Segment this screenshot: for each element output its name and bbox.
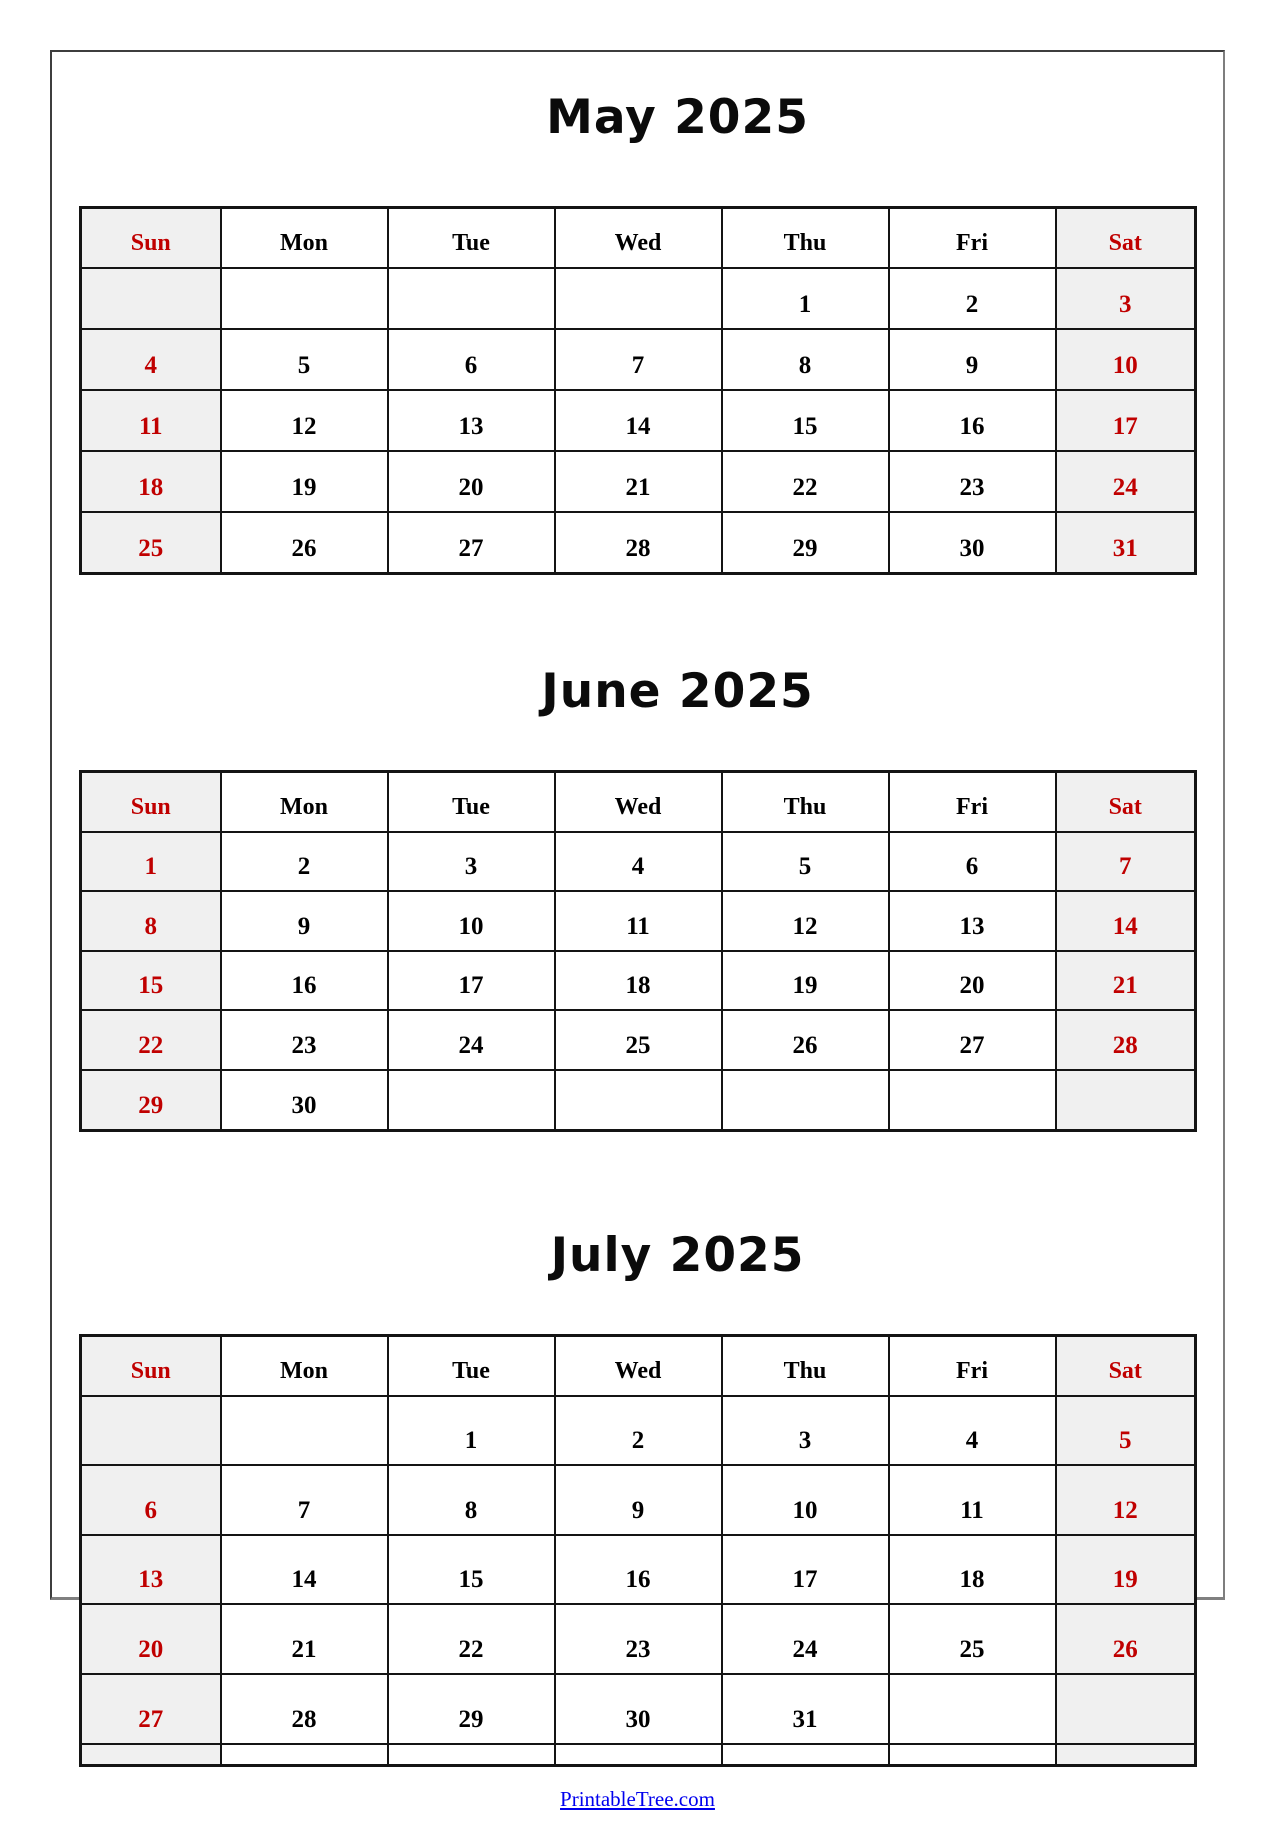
week-row [81,268,1196,329]
day-cell-9: 9 [889,329,1056,390]
day-cell-15: 15 [81,951,221,1011]
day-cell-18: 18 [81,451,221,512]
weekday-header-row [81,1336,1196,1396]
weekday-header-sun: Sun [81,772,221,832]
day-cell-6: 6 [388,329,555,390]
day-cell-17: 17 [722,1535,889,1605]
day-cell-3: 3 [722,1396,889,1466]
day-cell-14: 14 [221,1535,388,1605]
day-cell-26: 26 [1056,1604,1196,1674]
empty-day-cell [555,268,722,329]
day-cell-12: 12 [1056,1465,1196,1535]
day-cell-6: 6 [889,832,1056,892]
weekday-header-row [81,208,1196,268]
empty-day-cell [889,1674,1056,1744]
weekday-header-row [81,772,1196,832]
day-cell-30: 30 [555,1674,722,1744]
empty-day-cell [221,268,388,329]
week-row [81,451,1196,512]
day-cell-29: 29 [81,1070,221,1130]
day-cell-8: 8 [388,1465,555,1535]
week-row [81,1674,1196,1744]
empty-day-cell [555,1070,722,1130]
day-cell-30: 30 [221,1070,388,1130]
day-cell-17: 17 [388,951,555,1011]
week-row [81,1010,1196,1070]
day-cell-10: 10 [1056,329,1196,390]
weekday-header-sun: Sun [81,208,221,268]
month-section-july [52,1171,1223,1767]
calendar-table-may [79,206,1197,575]
weekday-header-mon: Mon [221,772,388,832]
day-cell-16: 16 [889,390,1056,451]
day-cell-25: 25 [81,512,221,574]
day-cell-29: 29 [722,512,889,574]
weekday-header-tue: Tue [388,772,555,832]
day-cell-26: 26 [722,1010,889,1070]
day-cell-28: 28 [221,1674,388,1744]
day-cell-19: 19 [722,951,889,1011]
week-row [81,891,1196,951]
day-cell-15: 15 [388,1535,555,1605]
weekday-header-wed: Wed [555,208,722,268]
day-cell-3: 3 [388,832,555,892]
week-row [81,951,1196,1011]
day-cell-4: 4 [555,832,722,892]
day-cell-23: 23 [555,1604,722,1674]
week-row [81,1465,1196,1535]
day-cell-10: 10 [388,891,555,951]
day-cell-19: 19 [221,451,388,512]
day-cell-23: 23 [889,451,1056,512]
day-cell-31: 31 [1056,512,1196,574]
day-cell-9: 9 [555,1465,722,1535]
empty-day-cell [1056,1070,1196,1130]
empty-day-cell [221,1396,388,1466]
day-cell-14: 14 [555,390,722,451]
empty-day-cell [722,1744,889,1766]
day-cell-10: 10 [722,1465,889,1535]
day-cell-7: 7 [1056,832,1196,892]
week-row [81,390,1196,451]
day-cell-8: 8 [81,891,221,951]
day-cell-12: 12 [221,390,388,451]
day-cell-29: 29 [388,1674,555,1744]
weekday-header-wed: Wed [555,772,722,832]
day-cell-27: 27 [889,1010,1056,1070]
day-cell-26: 26 [221,512,388,574]
day-cell-11: 11 [889,1465,1056,1535]
day-cell-1: 1 [722,268,889,329]
day-cell-2: 2 [221,832,388,892]
empty-day-cell [1056,1674,1196,1744]
calendar-table-july [79,1334,1197,1767]
month-section-june [52,614,1223,1132]
day-cell-5: 5 [1056,1396,1196,1466]
empty-day-cell [81,1396,221,1466]
empty-day-cell [81,268,221,329]
week-row [81,1396,1196,1466]
day-cell-20: 20 [81,1604,221,1674]
empty-day-cell [889,1070,1056,1130]
day-cell-16: 16 [221,951,388,1011]
week-row [81,1604,1196,1674]
day-cell-23: 23 [221,1010,388,1070]
day-cell-25: 25 [555,1010,722,1070]
weekday-header-sat: Sat [1056,208,1196,268]
empty-day-cell [388,1070,555,1130]
day-cell-13: 13 [81,1535,221,1605]
day-cell-20: 20 [388,451,555,512]
day-cell-17: 17 [1056,390,1196,451]
day-cell-24: 24 [388,1010,555,1070]
day-cell-28: 28 [555,512,722,574]
day-cell-5: 5 [221,329,388,390]
day-cell-30: 30 [889,512,1056,574]
day-cell-7: 7 [221,1465,388,1535]
day-cell-27: 27 [388,512,555,574]
day-cell-7: 7 [555,329,722,390]
weekday-header-fri: Fri [889,208,1056,268]
day-cell-13: 13 [889,891,1056,951]
day-cell-11: 11 [555,891,722,951]
empty-day-cell [81,1744,221,1766]
day-cell-15: 15 [722,390,889,451]
day-cell-3: 3 [1056,268,1196,329]
day-cell-8: 8 [722,329,889,390]
week-row [81,329,1196,390]
day-cell-1: 1 [388,1396,555,1466]
empty-day-cell [388,268,555,329]
day-cell-21: 21 [555,451,722,512]
day-cell-14: 14 [1056,891,1196,951]
weekday-header-sat: Sat [1056,772,1196,832]
day-cell-16: 16 [555,1535,722,1605]
day-cell-25: 25 [889,1604,1056,1674]
day-cell-22: 22 [81,1010,221,1070]
empty-day-cell [388,1744,555,1766]
week-row [81,512,1196,574]
footer-link[interactable]: PrintableTree.com [560,1787,715,1811]
weekday-header-fri: Fri [889,772,1056,832]
weekday-header-sun: Sun [81,1336,221,1396]
month-section-may [52,91,1223,575]
day-cell-2: 2 [889,268,1056,329]
day-cell-22: 22 [722,451,889,512]
empty-day-cell [1056,1744,1196,1766]
day-cell-18: 18 [889,1535,1056,1605]
day-cell-9: 9 [221,891,388,951]
day-cell-21: 21 [221,1604,388,1674]
day-cell-6: 6 [81,1465,221,1535]
weekday-header-thu: Thu [722,772,889,832]
weekday-header-tue: Tue [388,208,555,268]
day-cell-22: 22 [388,1604,555,1674]
day-cell-1: 1 [81,832,221,892]
day-cell-4: 4 [81,329,221,390]
month-title-june: June 2025 [541,664,814,719]
day-cell-18: 18 [555,951,722,1011]
empty-day-cell [889,1744,1056,1766]
weekday-header-mon: Mon [221,1336,388,1396]
month-title-july: July 2025 [550,1228,805,1283]
day-cell-2: 2 [555,1396,722,1466]
weekday-header-thu: Thu [722,208,889,268]
day-cell-4: 4 [889,1396,1056,1466]
day-cell-21: 21 [1056,951,1196,1011]
weekday-header-sat: Sat [1056,1336,1196,1396]
day-cell-5: 5 [722,832,889,892]
weekday-header-thu: Thu [722,1336,889,1396]
month-title-may: May 2025 [546,90,809,145]
day-cell-24: 24 [1056,451,1196,512]
week-row [81,1535,1196,1605]
empty-day-cell [555,1744,722,1766]
weekday-header-tue: Tue [388,1336,555,1396]
day-cell-12: 12 [722,891,889,951]
day-cell-31: 31 [722,1674,889,1744]
day-cell-20: 20 [889,951,1056,1011]
week-row [81,1070,1196,1130]
week-row [81,832,1196,892]
week-row [81,1744,1196,1766]
empty-day-cell [722,1070,889,1130]
empty-day-cell [221,1744,388,1766]
calendar-table-june [79,770,1197,1132]
day-cell-13: 13 [388,390,555,451]
footer [52,1767,1223,1832]
day-cell-28: 28 [1056,1010,1196,1070]
day-cell-24: 24 [722,1604,889,1674]
day-cell-27: 27 [81,1674,221,1744]
weekday-header-wed: Wed [555,1336,722,1396]
calendar-page [50,50,1225,1811]
day-cell-19: 19 [1056,1535,1196,1605]
weekday-header-mon: Mon [221,208,388,268]
weekday-header-fri: Fri [889,1336,1056,1396]
day-cell-11: 11 [81,390,221,451]
